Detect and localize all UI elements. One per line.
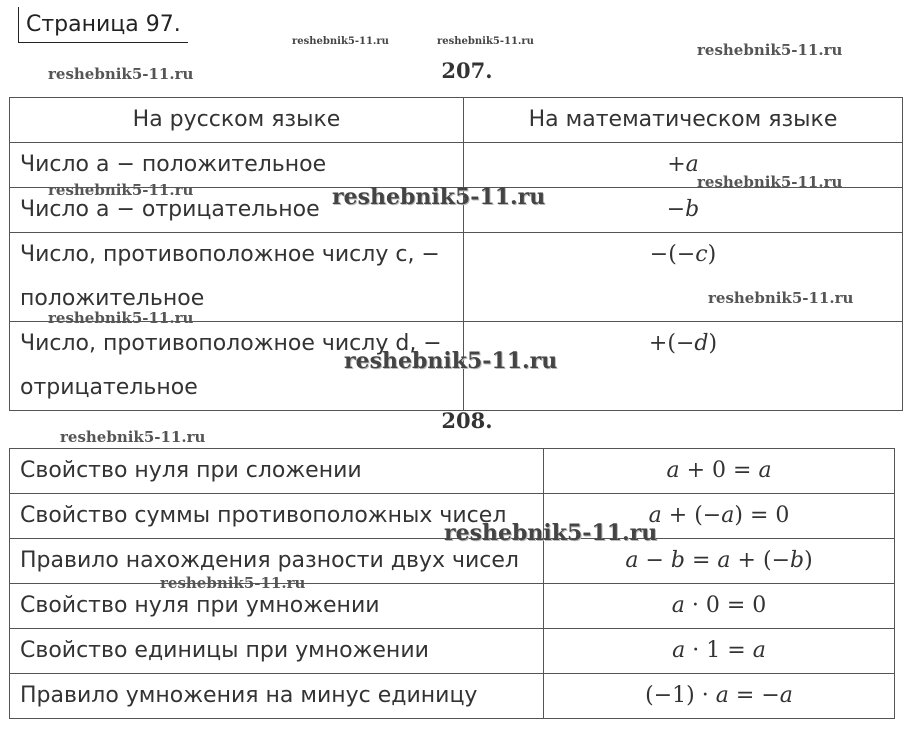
table-row <box>10 494 895 539</box>
watermark: reshebnik5-11.ru <box>697 173 843 191</box>
watermark: reshebnik5-11.ru <box>60 428 206 446</box>
watermark: reshebnik5-11.ru <box>292 36 389 47</box>
row-text: Число a − отрицательное <box>10 188 464 233</box>
row-math: a · 1 = a <box>544 629 895 674</box>
table-row <box>10 629 895 674</box>
table-header-row <box>10 98 903 143</box>
table-208 <box>9 448 895 719</box>
watermark: reshebnik5-11.ru <box>344 348 558 374</box>
table-row <box>10 143 903 188</box>
watermark: reshebnik5-11.ru <box>48 309 194 327</box>
row-math: +(−d) <box>464 322 903 411</box>
row-math: (−1) · a = −a <box>544 674 895 719</box>
row-text: Правило нахождения разности двух чисел <box>10 539 544 584</box>
table-row <box>10 674 895 719</box>
row-math: −(−c) <box>464 233 903 322</box>
watermark: reshebnik5-11.ru <box>444 520 658 546</box>
header-russian: На русском языке <box>10 98 464 143</box>
table-row <box>10 449 895 494</box>
page-label: Страница 97. <box>18 7 188 43</box>
row-text: Свойство нуля при сложении <box>10 449 544 494</box>
watermark: reshebnik5-11.ru <box>160 574 306 592</box>
task-207-number: 207. <box>441 58 493 83</box>
table-row <box>10 539 895 584</box>
table-207 <box>9 97 903 411</box>
table-row <box>10 322 903 411</box>
row-math: a − b = a + (−b) <box>544 539 895 584</box>
table-row <box>10 188 903 233</box>
row-text: Правило умножения на минус единицу <box>10 674 544 719</box>
watermark: reshebnik5-11.ru <box>697 41 843 59</box>
task-208-number: 208. <box>441 408 493 433</box>
watermark: reshebnik5-11.ru <box>48 65 194 83</box>
watermark: reshebnik5-11.ru <box>437 36 534 47</box>
row-text: Число, противоположное числу c, − положительное <box>10 233 464 322</box>
watermark: reshebnik5-11.ru <box>332 184 546 210</box>
row-math: a · 0 = 0 <box>544 584 895 629</box>
table-row <box>10 233 903 322</box>
row-math: a + 0 = a <box>544 449 895 494</box>
row-text: Свойство нуля при умножении <box>10 584 544 629</box>
header-math: На математическом языке <box>464 98 903 143</box>
row-math: −b <box>464 188 903 233</box>
row-text: Свойство суммы противоположных чисел <box>10 494 544 539</box>
row-text: Число, противоположное числу d, − отрицательное <box>10 322 464 411</box>
watermark: reshebnik5-11.ru <box>48 181 194 199</box>
row-math: a + (−a) = 0 <box>544 494 895 539</box>
row-math: +a <box>464 143 903 188</box>
table-row <box>10 584 895 629</box>
row-text: Число a − положительное <box>10 143 464 188</box>
row-text: Свойство единицы при умножении <box>10 629 544 674</box>
watermark: reshebnik5-11.ru <box>708 289 854 307</box>
